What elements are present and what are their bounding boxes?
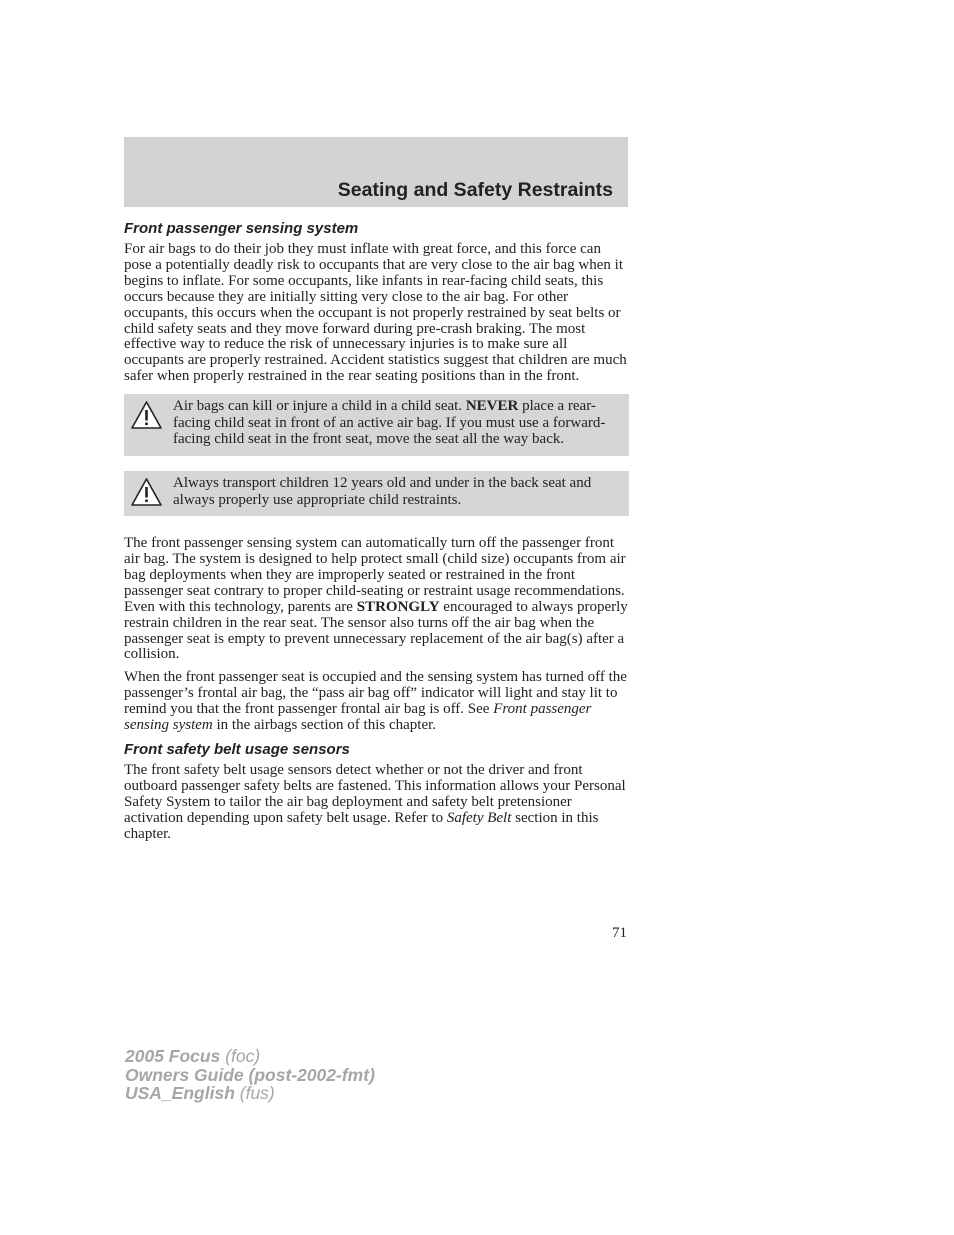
warning-text-children-back-seat: Always transport children 12 years old and under in the back seat and always properly use appropriate child restraints. [173, 474, 592, 508]
warning-text-child-seat: Air bags can kill or injure a child in a child seat. NEVER place a rear-facing child seat in front of an active air bag. If you must use a forward-facing child seat in the front seat, move the seat all the way back. [173, 398, 606, 448]
intro-paragraph: For air bags to do their job they must inflate with great force, and this force can pose a potentially deadly risk to occupants that are very close to the air bag when it begins to inflate. For some occupants, like infants in rear-facing child seats, this occurs because they are initially sitting very close to the air bag. For other occupants, this occurs when the occupant is not properly restrained by seat belts or child safety seats and they move forward during pre-crash braking. The most effective way to reduce the risk of unnecessary injuries is to make sure all occupants are properly restrained. Accident statistics suggest that children are much safer when properly restrained in the rear seating positions than in the front. [124, 241, 627, 385]
section-heading-belt-sensors: Front safety belt usage sensors [124, 741, 350, 758]
footer-language-line: USA_English (fus) [125, 1083, 275, 1103]
chapter-header-band [124, 137, 628, 207]
footer-model-line: 2005 Focus (foc) [125, 1046, 261, 1066]
emphasis-never: NEVER [465, 398, 519, 415]
warning-box-child-seat [124, 394, 629, 456]
warning-triangle-icon [130, 477, 163, 507]
emphasis-strongly: STRONGLY [356, 598, 440, 615]
cross-reference-safety-belt: Safety Belt [446, 809, 512, 826]
document-footer [125, 1047, 375, 1103]
section-heading-front-passenger-sensing: Front passenger sensing system [124, 220, 359, 237]
page-number: 71 [612, 925, 627, 941]
belt-sensors-paragraph: The front safety belt usage sensors detect whether or not the driver and front outboard passenger safety belts are fastened. This information allows your Personal Safety System to tailor the air bag deployment and safety belt pretensioner activation depending upon safety belt usage. Refer to Safety Belt section in this chapter. [124, 762, 626, 842]
warning-box-children-back-seat [124, 471, 629, 516]
indicator-paragraph: When the front passenger seat is occupied and the sensing system has turned off the passenger’s frontal air bag, the “pass air bag off” indicator will light and stay lit to remind you that the front passenger frontal air bag is off. See Front passenger sensing system in the airbags section of this chapter. [124, 669, 627, 734]
footer-guide-line: Owners Guide (post-2002-fmt) [125, 1064, 375, 1085]
warning-triangle-icon [130, 400, 163, 430]
cross-reference-front-passenger: Front passenger sensing system [124, 701, 592, 734]
sensing-system-paragraph: The front passenger sensing system can automatically turn off the passenger front air bag. The system is designed to help protect small (child size) occupants from air bag deployments when they are improperly seated or restrained in the front passenger seat contrary to proper child-seating or restraint usage recommendations. Even with this technology, parents are STRONGLY encouraged to always properly restrain children in the rear seat. The sensor also turns off the air bag when the passenger seat is empty to prevent unnecessary replacement of the air bag(s) after a collision. [124, 535, 628, 663]
chapter-title: Seating and Safety Restraints [337, 179, 613, 201]
page-content [124, 220, 629, 850]
